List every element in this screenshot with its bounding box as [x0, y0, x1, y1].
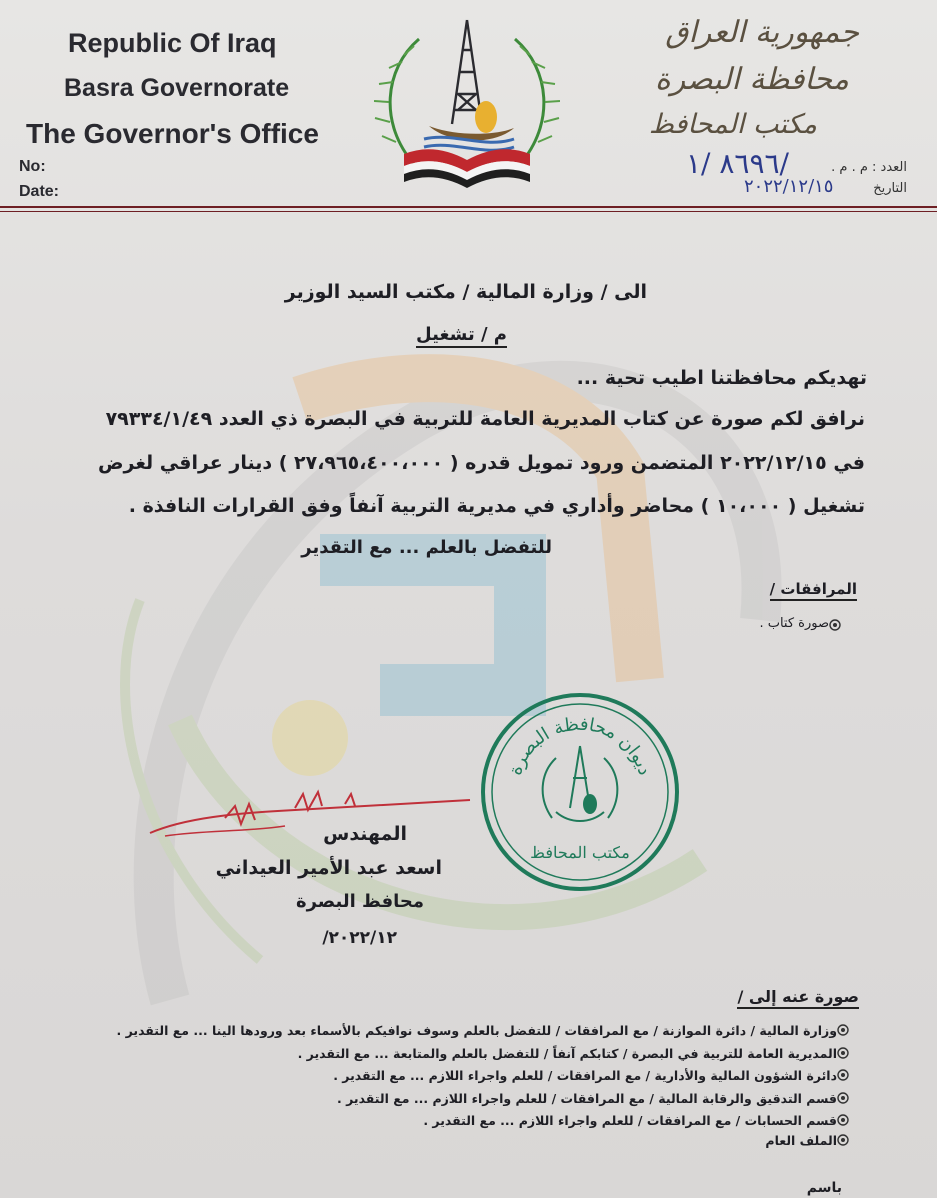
header-ar-governorate: محافظة البصرة — [655, 62, 849, 97]
handwritten-number: ٨٦٩٦ /١/ — [686, 147, 789, 180]
bullet-icon — [837, 1024, 849, 1036]
copy-recipient-item: وزارة المالية / دائرة الموازنة / مع المرافقات / للتفضل بالعلم وسوف نوافيكم بالأسماء بعد ورودها الينا ... مع التقدير . — [116, 1023, 837, 1038]
signatory-name: اسعد عبد الأمير العيداني — [215, 857, 442, 879]
header-en-office: The Governor's Office — [26, 118, 319, 149]
official-stamp-icon — [478, 688, 682, 896]
letter-closing: للتفضل بالعلم ... مع التقدير — [301, 537, 552, 558]
header-en-governorate: Basra Governorate — [64, 74, 290, 102]
letter-body-line3: تشغيل ( ١٠،٠٠٠ ) محاضر وأداري في مديرية التربية آنفاً وفق القرارات النافذة . — [128, 495, 865, 517]
letter-body-line2: في ٢٠٢٢/١٢/١٥ المتضمن ورود تمويل قدره ( ٢٧،٩٦٥،٤٠٠،٠٠٠ ) دينار عراقي لغرض — [97, 452, 865, 474]
bullet-icon — [837, 1047, 849, 1059]
header-ar-date-label: التاريخ — [873, 181, 907, 196]
copy-recipient-item: دائرة الشؤون المالية والأدارية / مع المرافقات / للعلم واجراء اللازم ... مع التقدير . — [333, 1068, 837, 1083]
attachment-item: صورة كتاب . — [759, 616, 829, 631]
header-en-republic: Republic Of Iraq — [68, 28, 277, 58]
header-divider-top — [0, 206, 937, 208]
signature-date: ٢٠٢٢/١٢/ — [322, 928, 397, 948]
bullet-icon — [837, 1092, 849, 1104]
stamp-ring-text: ديوان محافظة البصرة — [504, 713, 656, 778]
copies-heading: صورة عنه إلى / — [737, 987, 859, 1009]
copy-recipient-item: قسم التدقيق والرقابة المالية / مع المرافقات / للعلم واجراء اللازم ... مع التقدير . — [337, 1091, 837, 1106]
basra-emblem-icon — [374, 14, 560, 190]
bullet-icon — [829, 619, 841, 631]
stamp-inner-text: مكتب المحافظ — [530, 843, 630, 862]
header-divider-bottom — [0, 211, 937, 212]
copy-recipient-item: قسم الحسابات / مع المرافقات / للعلم واجراء اللازم ... مع التقدير . — [423, 1113, 837, 1128]
bullet-icon — [837, 1069, 849, 1081]
header-ar-no-label: العدد : م . م . — [831, 160, 907, 175]
signature-scribble — [145, 788, 475, 843]
attachments-heading: المرافقات / — [770, 580, 857, 601]
header-ar-republic: جمهورية العراق — [665, 15, 859, 50]
header-en-date-label: Date: — [19, 183, 60, 200]
letter-recipient: الى / وزارة المالية / مكتب السيد الوزير — [284, 281, 647, 303]
copy-recipient-item: المديرية العامة للتربية في البصرة / كتابكم آنفاً / للتفضل بالعلم والمتابعة ... مع التقدير . — [297, 1046, 837, 1061]
letter-body-line1: نرافق لكم صورة عن كتاب المديرية العامة للتربية في البصرة ذي العدد ٧٩٣٣٤/١/٤٩ — [105, 408, 865, 430]
bullet-icon — [837, 1134, 849, 1146]
svg-text:ديوان محافظة البصرة — [505, 714, 656, 778]
signatory-role: محافظ البصرة — [295, 891, 424, 912]
header-ar-office: مكتب المحافظ — [648, 109, 817, 140]
footer-partial-text: باسم — [806, 1180, 842, 1196]
copy-recipient-item: الملف العام — [765, 1133, 837, 1148]
bullet-icon — [837, 1114, 849, 1126]
header-en-no-label: No: — [19, 158, 46, 175]
letter-subject: م / تشغيل — [416, 324, 507, 348]
signatory-title: المهندس — [323, 823, 407, 845]
handwritten-date: ٢٠٢٢/١٢/١٥ — [744, 176, 834, 197]
letter-greeting: تهديكم محافظتنا اطيب تحية ... — [576, 367, 867, 389]
